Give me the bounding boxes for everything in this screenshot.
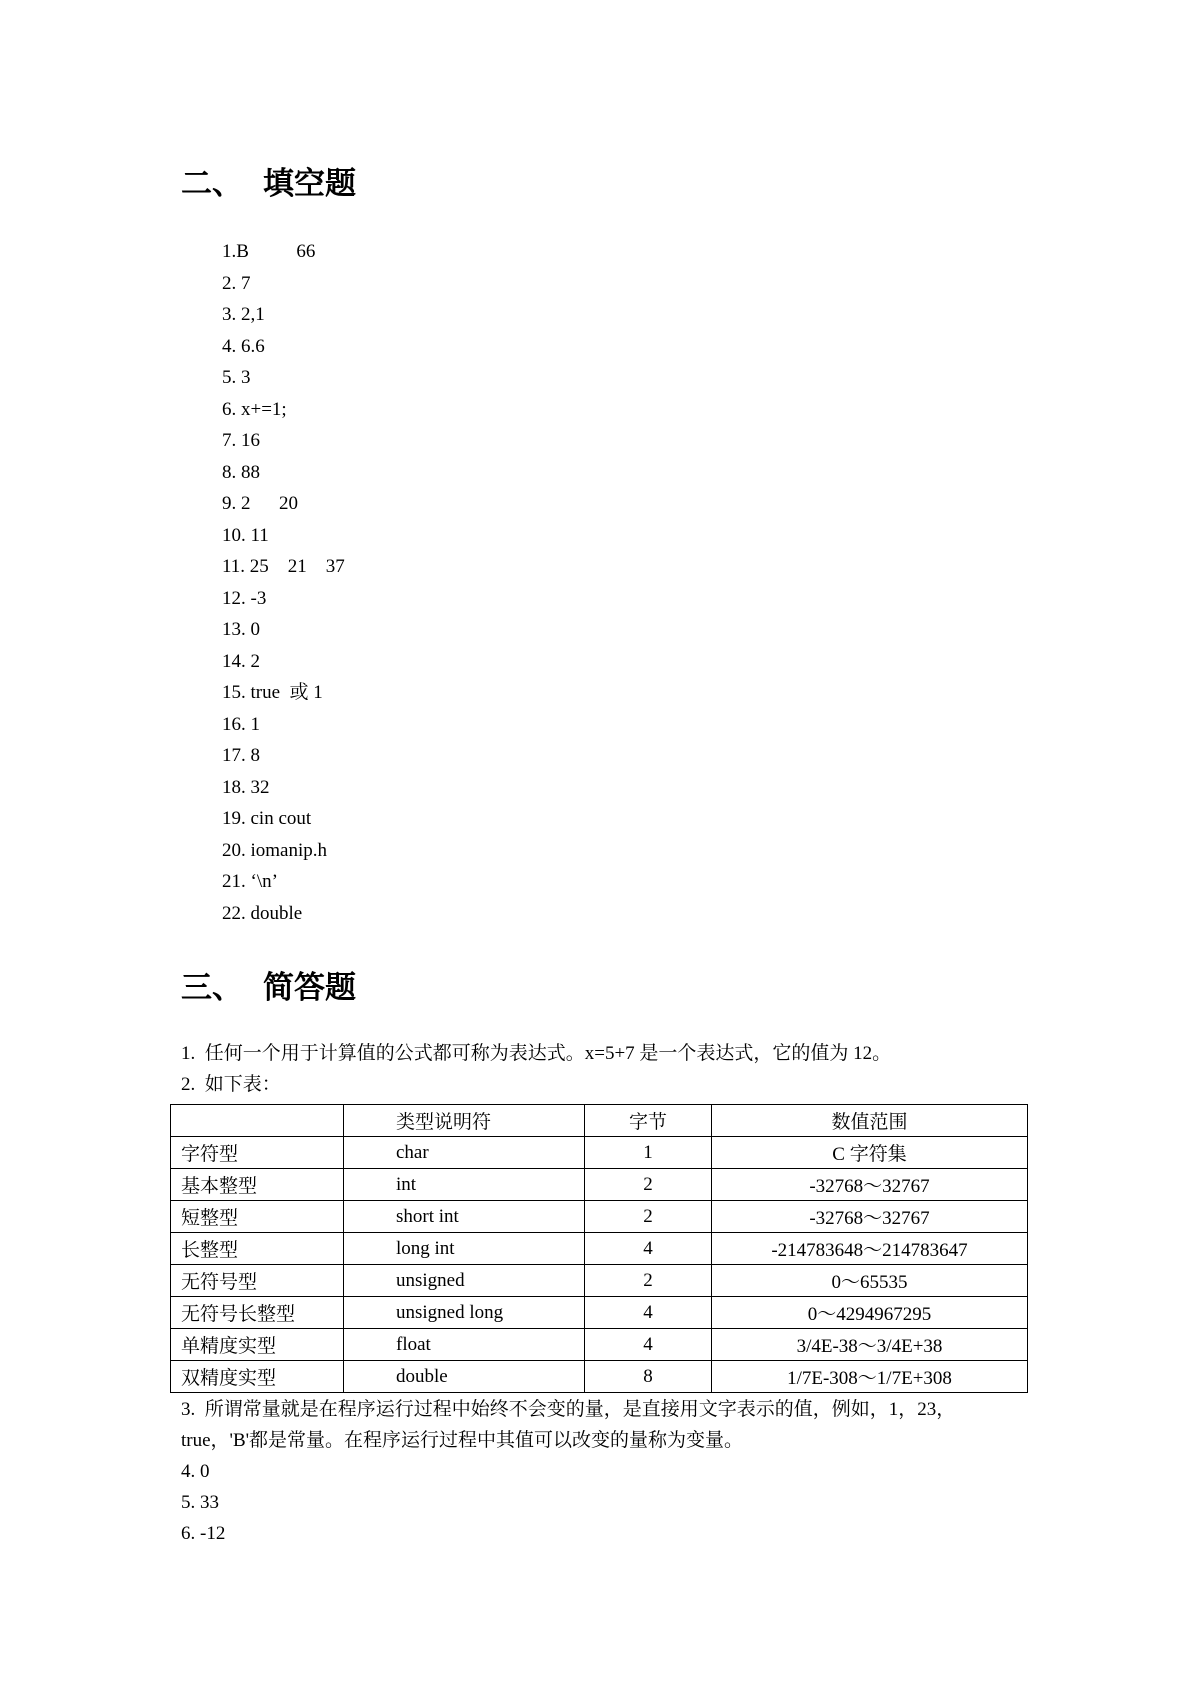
answer-q4: 4. 0	[181, 1461, 210, 1482]
table-row	[171, 1169, 1028, 1201]
table-cell: float	[344, 1329, 585, 1361]
table-cell: 长整型	[171, 1233, 344, 1265]
list-item: 9. 2 20	[222, 493, 298, 514]
table-row	[171, 1233, 1028, 1265]
table-cell: 2	[585, 1169, 712, 1201]
list-item: 7. 16	[222, 430, 260, 451]
table-cell: short int	[344, 1201, 585, 1233]
table-header-cell	[171, 1105, 344, 1137]
table-cell: 基本整型	[171, 1169, 344, 1201]
table-cell: 单精度实型	[171, 1329, 344, 1361]
table-cell: unsigned long	[344, 1297, 585, 1329]
table-cell: 3/4E-38～3/4E+38	[712, 1329, 1028, 1361]
table-cell: 4	[585, 1297, 712, 1329]
table-cell: 0～65535	[712, 1265, 1028, 1297]
list-item: 16. 1	[222, 713, 260, 735]
section-title: 填空题	[263, 166, 356, 202]
table-cell: double	[344, 1361, 585, 1393]
list-item: 4. 6.6	[222, 335, 265, 357]
table-cell: 短整型	[171, 1201, 344, 1233]
list-item: 20. iomanip.h	[222, 839, 328, 861]
section-heading-fill-in	[181, 158, 356, 203]
list-item: 19. cin cout	[222, 808, 312, 829]
table-row	[171, 1201, 1028, 1233]
list-item: 13. 0	[222, 619, 260, 640]
list-item: 2. 7	[222, 272, 251, 294]
list-item: 6. x+=1;	[222, 398, 287, 420]
table-cell: 1/7E-308～1/7E+308	[712, 1361, 1028, 1393]
short-answer-rest	[181, 1394, 1021, 1549]
list-item: 15. true 或 1	[222, 682, 323, 703]
fill-in-answer-list	[222, 236, 345, 929]
answer-q1: 1. 任何一个用于计算值的公式都可称为表达式。x=5+7 是一个表达式，它的值为 12。	[181, 1043, 892, 1064]
table-cell: 2	[585, 1201, 712, 1233]
table-header-cell: 字节	[585, 1105, 712, 1137]
list-item: 12. -3	[222, 587, 267, 609]
table-cell: 4	[585, 1329, 712, 1361]
answer-q5: 5. 33	[181, 1492, 219, 1513]
data-types-table	[170, 1104, 1028, 1393]
list-item: 22. double	[222, 902, 303, 924]
table-header-cell: 类型说明符	[344, 1105, 585, 1137]
list-item: 1.B 66	[222, 241, 316, 262]
section-number: 二、	[181, 166, 243, 202]
table-cell: int	[344, 1169, 585, 1201]
table-cell: 2	[585, 1265, 712, 1297]
list-item: 11. 25 21 37	[222, 556, 345, 577]
table-cell: -32768～32767	[712, 1201, 1028, 1233]
table-cell: 1	[585, 1137, 712, 1169]
table-cell: char	[344, 1137, 585, 1169]
table-cell: -32768～32767	[712, 1169, 1028, 1201]
list-item: 18. 32	[222, 776, 270, 798]
answer-q6: 6. -12	[181, 1523, 226, 1544]
list-item: 8. 88	[222, 461, 260, 483]
table-cell: 无符号型	[171, 1265, 344, 1297]
answer-q2: 2. 如下表：	[181, 1074, 281, 1095]
table-cell: 4	[585, 1233, 712, 1265]
section-number: 三、	[181, 970, 243, 1006]
table-header-cell: 数值范围	[712, 1105, 1028, 1137]
table-cell: 无符号长整型	[171, 1297, 344, 1329]
section-heading-short-answer	[181, 962, 356, 1007]
table-cell: 双精度实型	[171, 1361, 344, 1393]
short-answer-intro	[181, 1038, 1011, 1100]
table-cell: 0～4294967295	[712, 1297, 1028, 1329]
list-item: 21. ‘\n’	[222, 871, 278, 892]
answer-q3-line1: 3. 所谓常量就是在程序运行过程中始终不会变的量，是直接用文字表示的值，例如，1，23，	[181, 1399, 956, 1420]
table-cell: long int	[344, 1233, 585, 1265]
list-item: 17. 8	[222, 745, 260, 766]
list-item: 5. 3	[222, 367, 251, 388]
table-cell: -214783648～214783647	[712, 1233, 1028, 1265]
table-row	[171, 1265, 1028, 1297]
answer-q3-line2: true，'B'都是常量。在程序运行过程中其值可以改变的量称为变量。	[181, 1430, 744, 1451]
section-title: 简答题	[263, 970, 356, 1006]
table-row	[171, 1137, 1028, 1169]
table-cell: C 字符集	[712, 1137, 1028, 1169]
table-cell: 字符型	[171, 1137, 344, 1169]
table-row	[171, 1329, 1028, 1361]
list-item: 14. 2	[222, 650, 260, 672]
table-row	[171, 1361, 1028, 1393]
table-header-row	[171, 1105, 1028, 1137]
table-cell: unsigned	[344, 1265, 585, 1297]
table-row	[171, 1297, 1028, 1329]
table-cell: 8	[585, 1361, 712, 1393]
list-item: 3. 2,1	[222, 304, 265, 325]
list-item: 10. 11	[222, 524, 269, 546]
